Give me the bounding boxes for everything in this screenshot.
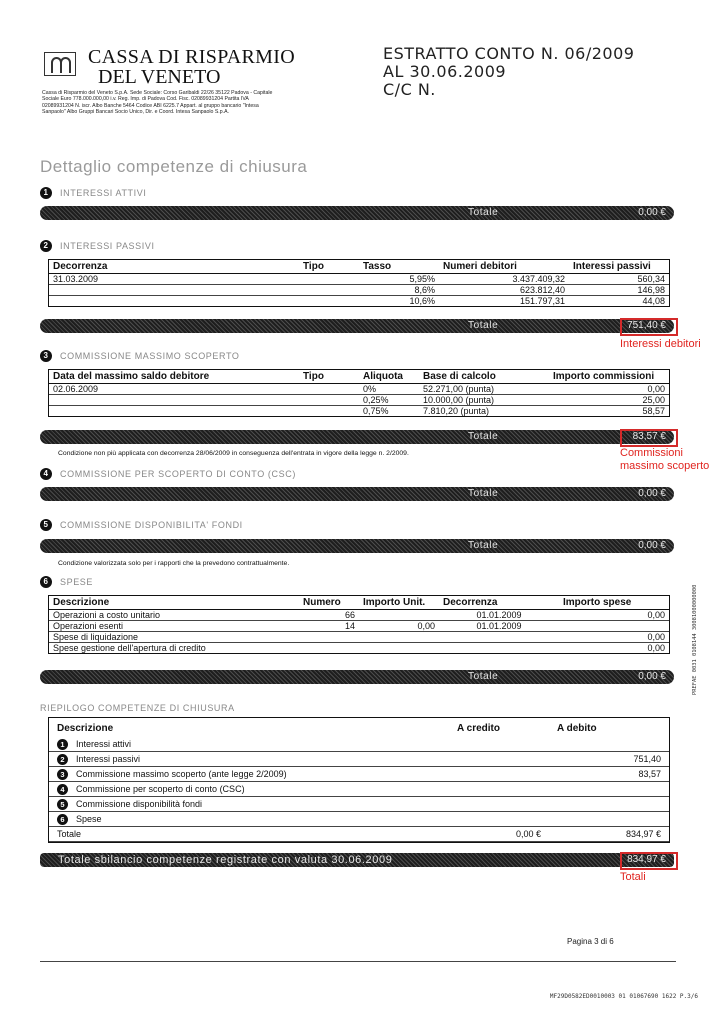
total-label: Totale bbox=[468, 671, 499, 682]
cell-data bbox=[49, 395, 299, 406]
column-header: A credito bbox=[457, 723, 500, 734]
cell-importo: 0,00 bbox=[549, 384, 669, 395]
section-riepilogo bbox=[40, 703, 235, 713]
highlight-box bbox=[620, 318, 678, 336]
cell-tipo bbox=[299, 296, 359, 307]
column-header: Importo commissioni bbox=[549, 370, 669, 384]
total-value: 0,00 € bbox=[638, 671, 666, 682]
table-row bbox=[49, 632, 669, 643]
riepilogo-table bbox=[48, 717, 670, 843]
cell-importo: 0,00 bbox=[559, 610, 669, 621]
side-code-text: PREFAE 0031 0108144 30081000000000 bbox=[692, 584, 698, 695]
spese-table bbox=[48, 595, 670, 654]
section-interessi-attivi bbox=[40, 187, 146, 199]
section-number: 2 bbox=[40, 240, 52, 252]
column-header: Importo spese bbox=[559, 596, 669, 610]
cell-descrizione: Operazioni a costo unitario bbox=[49, 610, 299, 621]
column-header: Decorrenza bbox=[49, 260, 299, 274]
cell-debito bbox=[549, 737, 669, 752]
total-label: Totale bbox=[468, 488, 499, 499]
fondi-note: Condizione valorizzata solo per i rapporti che la prevedono contrattualmente. bbox=[58, 560, 290, 567]
total-value: 0,00 € bbox=[638, 488, 666, 499]
row-number: 1 bbox=[57, 739, 68, 750]
totale-debito: 834,97 € bbox=[549, 827, 669, 842]
cell-debito bbox=[549, 812, 669, 827]
cell-data bbox=[49, 406, 299, 417]
section-heading: COMMISSIONE MASSIMO SCOPERTO bbox=[60, 351, 240, 361]
cell-numeri: 3.437.409,32 bbox=[439, 274, 569, 285]
cell-tipo bbox=[299, 285, 359, 296]
row-label: Commissione per scoperto di conto (CSC) bbox=[76, 784, 245, 794]
column-header: Base di calcolo bbox=[419, 370, 549, 384]
row-number: 5 bbox=[57, 799, 68, 810]
cell-tasso: 8,6% bbox=[359, 285, 439, 296]
total-label: Totale bbox=[468, 431, 499, 442]
section-commissione-massimo-scoperto bbox=[40, 350, 240, 362]
section-heading: COMMISSIONE DISPONIBILITA' FONDI bbox=[60, 520, 243, 530]
section-heading: COMMISSIONE PER SCOPERTO DI CONTO (CSC) bbox=[60, 469, 296, 479]
cell-credito bbox=[449, 752, 549, 767]
annotation-totali: Totali bbox=[620, 871, 646, 883]
cell-debito: 751,40 bbox=[549, 752, 669, 767]
section-number: 5 bbox=[40, 519, 52, 531]
cell-debito: 83,57 bbox=[549, 767, 669, 782]
totale-credito: 0,00 € bbox=[449, 827, 549, 842]
table-row bbox=[49, 621, 669, 632]
cell-credito bbox=[449, 767, 549, 782]
annotation-interessi-debitori: Interessi debitori bbox=[620, 338, 701, 350]
column-header: Decorrenza bbox=[439, 596, 559, 610]
section-number: 1 bbox=[40, 187, 52, 199]
table-row bbox=[49, 274, 669, 285]
side-vertical-code bbox=[680, 565, 710, 695]
total-value: 0,00 € bbox=[638, 540, 666, 551]
row-label: Spese bbox=[76, 814, 102, 824]
section-interessi-passivi bbox=[40, 240, 155, 252]
page-title: Dettaglio competenze di chiusura bbox=[40, 157, 308, 176]
cell-interessi: 146,98 bbox=[569, 285, 669, 296]
column-header: A debito bbox=[557, 723, 597, 734]
cell-importo: 25,00 bbox=[549, 395, 669, 406]
column-header: Descrizione bbox=[49, 596, 299, 610]
column-header: Data del massimo saldo debitore bbox=[49, 370, 299, 384]
footer-divider bbox=[40, 961, 676, 962]
cell-tasso: 10,6% bbox=[409, 296, 435, 306]
total-value: 0,00 € bbox=[638, 207, 666, 218]
column-header: Descrizione bbox=[57, 723, 114, 734]
page-number: Pagina 3 di 6 bbox=[567, 937, 614, 946]
cell-importo: 58,57 bbox=[642, 406, 665, 416]
bank-legal-details: Cassa di Risparmio del Veneto S.p.A. Sede Sociale: Corso Garibaldi 22/26 35122 Padova - Capitale Sociale Euro 778.000.000,00 i.v. Reg. Imp. di Padova Cod. Fisc. 02089931204 Partita IVA 02089931204 N. iscr. Albo Banche 5464 Codice ABI 6225.7 Appart. al gruppo bancario "Intesa Sanpaolo" Albo Gruppi Bancari Socio Unico, Dir. e Coord. Intesa Sanpaolo S.p.A. bbox=[42, 90, 273, 116]
statement-number: ESTRATTO CONTO N. 06/2009 bbox=[383, 44, 635, 63]
section-number: 3 bbox=[40, 350, 52, 362]
section-disponibilita-fondi bbox=[40, 519, 243, 531]
bilancio-label: Totale sbilancio competenze registrate con valuta 30.06.2009 bbox=[58, 854, 393, 866]
cell-numero: 66 bbox=[299, 610, 359, 621]
total-label: Totale bbox=[468, 540, 499, 551]
cell-tasso: 5,95% bbox=[359, 274, 439, 285]
table-row bbox=[49, 384, 669, 395]
section-number: 4 bbox=[40, 468, 52, 480]
account-number-label: C/C N. bbox=[383, 80, 436, 99]
column-header: Numeri debitori bbox=[439, 260, 569, 274]
section-spese bbox=[40, 576, 93, 588]
csc-total-bar bbox=[40, 487, 674, 501]
cell-credito bbox=[449, 812, 549, 827]
section-number: 6 bbox=[40, 576, 52, 588]
cell-decorrenza bbox=[439, 643, 559, 654]
highlight-box bbox=[620, 429, 678, 447]
cell-aliquota: 0% bbox=[359, 384, 419, 395]
interessi-attivi-total-bar bbox=[40, 206, 674, 220]
total-label: Totale bbox=[468, 207, 499, 218]
row-label: Commissione disponibilità fondi bbox=[76, 799, 203, 809]
riepilogo-total-bar bbox=[40, 853, 674, 867]
cell-importo: 0,00 bbox=[647, 643, 665, 653]
cms-table bbox=[48, 369, 670, 417]
fondi-total-bar bbox=[40, 539, 674, 553]
row-number: 6 bbox=[57, 814, 68, 825]
annotation-cms-line1: Commissioni bbox=[620, 447, 683, 459]
table-row bbox=[49, 395, 669, 406]
interessi-passivi-table bbox=[48, 259, 670, 307]
bank-name-line2: DEL VENETO bbox=[98, 66, 221, 88]
cell-numeri: 623.812,40 bbox=[439, 285, 569, 296]
cell-tipo bbox=[299, 406, 359, 417]
cell-decorrenza: 01.01.2009 bbox=[439, 610, 559, 621]
cell-numero bbox=[299, 643, 359, 654]
cell-interessi: 560,34 bbox=[569, 274, 669, 285]
table-row bbox=[49, 812, 669, 827]
cell-importo-unit bbox=[359, 632, 439, 643]
cell-base: 10.000,00 (punta) bbox=[419, 395, 549, 406]
bank-logo-icon bbox=[44, 52, 76, 76]
cell-numero bbox=[299, 632, 359, 643]
total-label: Totale bbox=[468, 320, 499, 331]
table-row bbox=[49, 643, 669, 654]
cell-debito bbox=[549, 782, 669, 797]
cms-note: Condizione non più applicata con decorrenza 28/06/2009 in conseguenza dell'entrata in vigore della legge n. 2/2009. bbox=[58, 450, 409, 457]
annotation-cms-line2: massimo scoperto bbox=[620, 460, 710, 472]
cell-debito bbox=[549, 797, 669, 812]
table-row bbox=[49, 285, 669, 296]
bank-name-line1: CASSA DI RISPARMIO bbox=[88, 46, 295, 68]
row-label: Interessi passivi bbox=[76, 754, 141, 764]
totale-row bbox=[49, 827, 669, 842]
column-header: Importo Unit. bbox=[359, 596, 439, 610]
cell-decorrenza: 31.03.2009 bbox=[49, 274, 299, 285]
cms-total-bar bbox=[40, 430, 674, 444]
column-header: Aliquota bbox=[359, 370, 419, 384]
row-number: 3 bbox=[57, 769, 68, 780]
cell-tipo bbox=[299, 395, 359, 406]
table-row bbox=[49, 767, 669, 782]
cell-importo-unit bbox=[359, 610, 439, 621]
column-header: Interessi passivi bbox=[569, 260, 669, 274]
cell-numeri: 151.797,31 bbox=[519, 296, 565, 306]
row-label: Interessi attivi bbox=[76, 739, 132, 749]
cell-data: 02.06.2009 bbox=[49, 384, 299, 395]
bilancio-value: 834,97 € bbox=[627, 854, 666, 865]
section-heading: RIEPILOGO COMPETENZE DI CHIUSURA bbox=[40, 703, 235, 713]
statement-date: AL 30.06.2009 bbox=[383, 62, 507, 81]
total-value: 83,57 € bbox=[632, 431, 666, 442]
table-row bbox=[49, 782, 669, 797]
footer-document-code: MF29D0582ED0010003 01 01067690 1622 P.3/6 bbox=[549, 993, 698, 1000]
row-number: 2 bbox=[57, 754, 68, 765]
cell-numero: 14 bbox=[299, 621, 359, 632]
column-header: Numero bbox=[299, 596, 359, 610]
cell-descrizione: Spese di liquidazione bbox=[49, 632, 299, 643]
cell-decorrenza bbox=[49, 296, 299, 307]
cell-credito bbox=[449, 737, 549, 752]
cell-tipo bbox=[299, 384, 359, 395]
spese-total-bar bbox=[40, 670, 674, 684]
table-row bbox=[49, 406, 669, 417]
highlight-box bbox=[620, 852, 678, 870]
cell-base: 7.810,20 (punta) bbox=[423, 406, 490, 416]
table-row bbox=[49, 610, 669, 621]
cell-credito bbox=[449, 782, 549, 797]
row-number: 4 bbox=[57, 784, 68, 795]
cell-decorrenza: 01.01.2009 bbox=[439, 621, 559, 632]
cell-descrizione: Spese gestione dell'apertura di credito bbox=[53, 643, 206, 653]
cell-decorrenza bbox=[439, 632, 559, 643]
table-row bbox=[49, 752, 669, 767]
column-header: Tipo bbox=[299, 260, 359, 274]
table-row bbox=[49, 737, 669, 752]
cell-base: 52.271,00 (punta) bbox=[419, 384, 549, 395]
cell-decorrenza bbox=[49, 285, 299, 296]
cell-tipo bbox=[299, 274, 359, 285]
section-heading: INTERESSI PASSIVI bbox=[60, 241, 155, 251]
column-header: Tasso bbox=[359, 260, 439, 274]
cell-importo-unit: 0,00 bbox=[359, 621, 439, 632]
section-heading: SPESE bbox=[60, 577, 94, 587]
cell-importo bbox=[559, 621, 669, 632]
column-header: Tipo bbox=[299, 370, 359, 384]
cell-credito bbox=[449, 797, 549, 812]
section-heading: INTERESSI ATTIVI bbox=[60, 188, 147, 198]
interessi-passivi-total-bar bbox=[40, 319, 674, 333]
table-row bbox=[49, 296, 669, 307]
cell-importo: 0,00 bbox=[559, 632, 669, 643]
section-csc bbox=[40, 468, 296, 480]
totale-label: Totale bbox=[49, 827, 449, 842]
cell-descrizione: Operazioni esenti bbox=[49, 621, 299, 632]
cell-importo-unit bbox=[359, 643, 439, 654]
cell-interessi: 44,08 bbox=[642, 296, 665, 306]
row-label: Commissione massimo scoperto (ante legge 2/2009) bbox=[76, 769, 287, 779]
cell-aliquota: 0,75% bbox=[363, 406, 389, 416]
total-value: 751,40 € bbox=[627, 320, 666, 331]
cell-aliquota: 0,25% bbox=[359, 395, 419, 406]
table-row bbox=[49, 797, 669, 812]
